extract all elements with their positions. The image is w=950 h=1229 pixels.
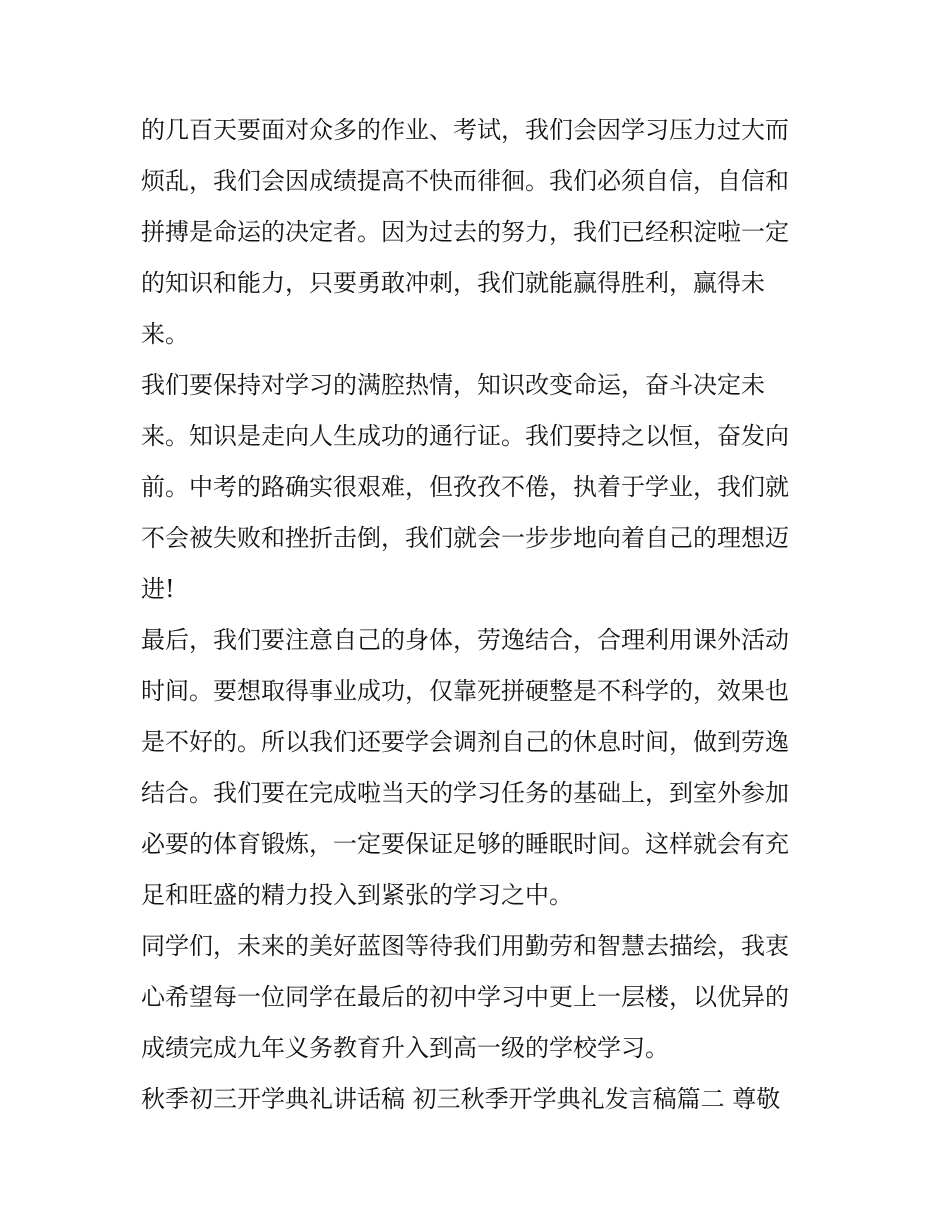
document-body: [141, 105, 813, 1125]
paragraph-3: [141, 615, 813, 921]
text-line: 是不好的。所以我们还要学会调剂自己的休息时间，做到劳逸: [141, 728, 789, 756]
text-line: 的几百天要面对众多的作业、考试，我们会因学习压力过大而: [141, 116, 789, 144]
text-line: 秋季初三开学典礼讲话稿 初三秋季开学典礼发言稿篇二 尊敬: [141, 1085, 781, 1113]
text-line: 我们要保持对学习的满腔热情，知识改变命运，奋斗决定未: [141, 371, 765, 399]
text-line: 时间。要想取得事业成功，仅靠死拼硬整是不科学的，效果也: [141, 677, 789, 705]
text-line: 拼搏是命运的决定者。因为过去的努力，我们已经积淀啦一定: [141, 218, 789, 246]
text-line: 必要的体育锻炼，一定要保证足够的睡眠时间。这样就会有充: [141, 830, 789, 858]
paragraph-4: [141, 921, 813, 1074]
paragraph-2: [141, 360, 813, 615]
text-line: 同学们，未来的美好蓝图等待我们用勤劳和智慧去描绘，我衷: [141, 932, 789, 960]
text-line: 心希望每一位同学在最后的初中学习中更上一层楼，以优异的: [141, 983, 789, 1011]
text-line: 来。: [141, 320, 189, 348]
text-line: 烦乱，我们会因成绩提高不快而徘徊。我们必须自信，自信和: [141, 167, 789, 195]
text-line: 结合。我们要在完成啦当天的学习任务的基础上，到室外参加: [141, 779, 789, 807]
text-line: 来。知识是走向人生成功的通行证。我们要持之以恒，奋发向: [141, 422, 789, 450]
text-line: 足和旺盛的精力投入到紧张的学习之中。: [141, 881, 573, 909]
text-line: 不会被失败和挫折击倒，我们就会一步步地向着自己的理想迈: [141, 524, 789, 552]
paragraph-1: [141, 105, 813, 360]
text-line: 成绩完成九年义务教育升入到高一级的学校学习。: [141, 1034, 669, 1062]
text-line: 最后，我们要注意自己的身体，劳逸结合，合理利用课外活动: [141, 626, 789, 654]
text-line: 前。中考的路确实很艰难，但孜孜不倦，执着于学业，我们就: [141, 473, 789, 501]
text-line: 的知识和能力，只要勇敢冲刺，我们就能赢得胜利，赢得未: [141, 269, 765, 297]
paragraph-5: [141, 1074, 813, 1125]
text-line: 进!: [141, 575, 175, 603]
